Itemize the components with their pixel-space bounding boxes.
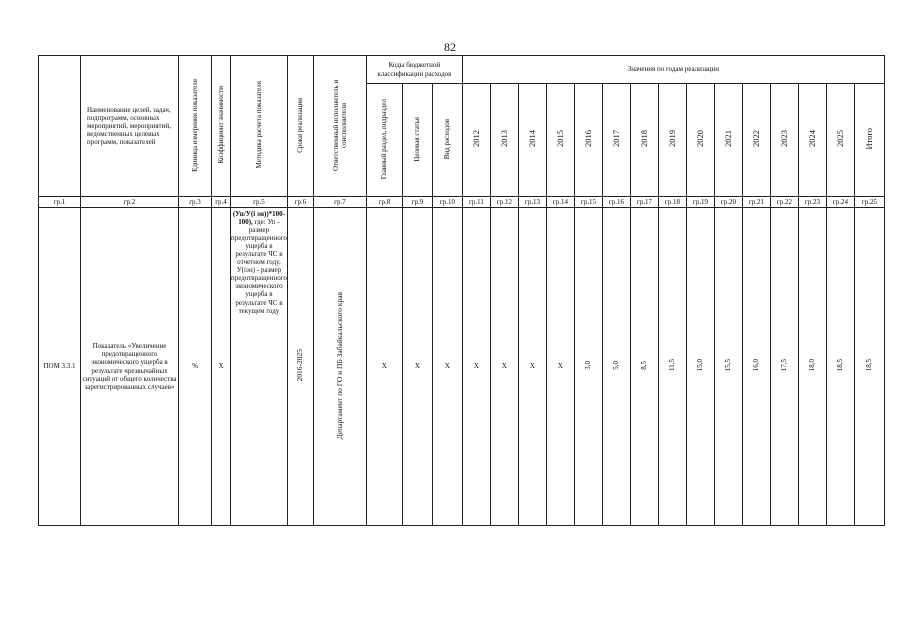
col-number: гр.18 [658,197,686,208]
total-value: 18,5 [854,208,884,526]
budget-target-value: Х [402,208,432,526]
header-year: 2020 [686,84,714,197]
col-number: гр.11 [462,197,490,208]
col-number: гр.4 [212,197,231,208]
header-year: 2012 [462,84,490,197]
indicator-row [39,208,885,526]
col-number: гр.12 [490,197,518,208]
col-number: гр.5 [231,197,288,208]
col-number: гр.3 [179,197,212,208]
header-year: 2017 [602,84,630,197]
col-number: гр.1 [39,197,81,208]
header-year: 2025 [826,84,854,197]
header-coef: Коэффициент значимости [212,56,231,197]
header-year: 2014 [518,84,546,197]
col-number: гр.7 [313,197,366,208]
indicator-period: 2016-2025 [287,208,313,526]
col-number: гр.14 [546,197,574,208]
col-number: гр.16 [602,197,630,208]
indicator-code: ПОМ 3.3.1 [39,208,81,526]
header-year: 2019 [658,84,686,197]
year-value: 3,0 [574,208,602,526]
col-number: гр.20 [714,197,742,208]
col-number: гр.13 [518,197,546,208]
header-budget-section: Главный раздел, подраздел [366,84,402,197]
header-year: 2018 [630,84,658,197]
col-number: гр.24 [826,197,854,208]
header-period: Сроки реализации [287,56,313,197]
col-number: гр.8 [366,197,402,208]
budget-section-value: Х [366,208,402,526]
col-number: гр.23 [798,197,826,208]
year-value: 16,0 [742,208,770,526]
year-value: 18,5 [826,208,854,526]
header-code [39,56,81,197]
col-number: гр.9 [402,197,432,208]
column-numbers-row [39,197,885,208]
method-text: где: Уп - размер предотвращенного ущерба в результате ЧС в отчетном году, У(iэн) - размер предотвращенного экономического ущерба в результате ЧС в текущем году [231,218,287,315]
year-value: Х [462,208,490,526]
year-value: Х [518,208,546,526]
year-value: 18,0 [798,208,826,526]
method-formula: (Уп/У(i эн))*100-100), [232,210,285,227]
header-year: 2016 [574,84,602,197]
indicator-coef: Х [212,208,231,526]
header-method: Методика расчета показателя [231,56,288,197]
col-number: гр.19 [686,197,714,208]
year-value: 11,5 [658,208,686,526]
year-value: 17,5 [770,208,798,526]
col-number: гр.6 [287,197,313,208]
year-value: 5,0 [602,208,630,526]
col-number: гр.2 [81,197,179,208]
year-value: 8,5 [630,208,658,526]
header-years-group: Значения по годам реализации [462,56,884,84]
header-unit: Единица измерения показателя [179,56,212,197]
col-number: гр.15 [574,197,602,208]
col-number: гр.17 [630,197,658,208]
header-budget-target: Целевая статья [402,84,432,197]
budget-type-value: Х [432,208,462,526]
header-year: 2023 [770,84,798,197]
year-value: Х [546,208,574,526]
col-number: гр.22 [770,197,798,208]
col-number: гр.10 [432,197,462,208]
indicator-executor: Департамент по ГО и ПБ Забайкальского края [313,208,366,526]
indicator-table [38,55,885,526]
header-total: Итого [854,84,884,197]
header-year: 2013 [490,84,518,197]
year-value: Х [490,208,518,526]
header-year: 2022 [742,84,770,197]
page-number: 82 [444,40,456,54]
year-value: 15,5 [714,208,742,526]
header-name: Наименование целей, задач, подпрограмм, основных мероприятий, мероприятий, ведомственных целевых программ, показателей [81,56,179,197]
col-number: гр.25 [854,197,884,208]
indicator-method [231,208,288,526]
header-year: 2021 [714,84,742,197]
header-executor: Ответственный исполнитель и соисполнители [313,56,366,197]
year-value: 15,0 [686,208,714,526]
header-budget-group: Коды бюджетной классификации расходов [366,56,462,84]
header-year: 2015 [546,84,574,197]
col-number: гр.21 [742,197,770,208]
indicator-name: Показатель «Увеличение предотвращенного экономического ущерба в результате чрезвычайных ситуаций от общего количества зарегистрированных случаев» [81,208,179,526]
indicator-unit: % [179,208,212,526]
header-budget-type: Вид расходов [432,84,462,197]
header-year: 2024 [798,84,826,197]
